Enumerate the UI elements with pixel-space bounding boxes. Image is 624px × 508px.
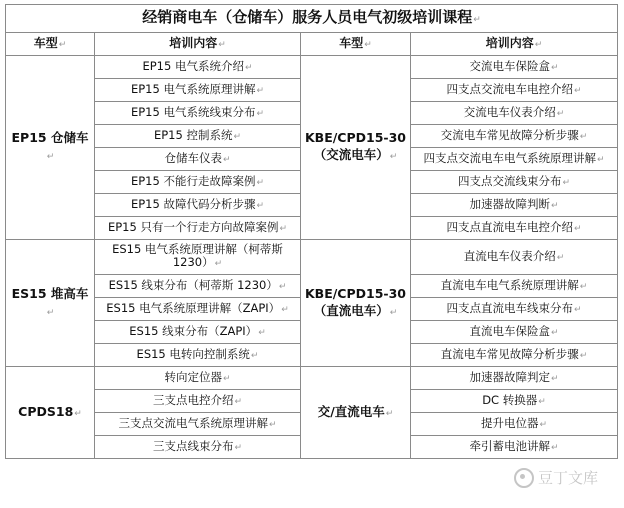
course-item-right: [411, 56, 618, 79]
course-item-right: [411, 344, 618, 367]
header-content-right: [411, 33, 618, 56]
return-mark: ↵: [256, 177, 265, 188]
course-item-right: [411, 240, 618, 275]
course-item-right: [411, 125, 618, 148]
course-item-text: ES15 电气系统原理讲解（ZAPI）: [106, 300, 281, 315]
header-content: [95, 33, 301, 56]
course-item: [95, 240, 301, 275]
course-item-text: 交流电车常见故障分析步骤: [440, 127, 579, 142]
course-item: [95, 79, 301, 102]
return-mark: ↵: [222, 154, 231, 165]
return-mark: ↵: [281, 304, 289, 315]
return-mark: ↵: [550, 327, 559, 338]
table-title-text: 经销商电车（仓储车）服务人员电气初级培训课程: [142, 7, 473, 26]
course-item-right: [411, 436, 618, 459]
vehicle-name: ES15 堆高车: [11, 285, 89, 301]
course-item: [95, 344, 301, 367]
return-mark: ↵: [268, 419, 277, 430]
course-item-text: 牵引蓄电池讲解: [469, 438, 550, 453]
course-item-text: 四支点交流电车电气系统原理讲解: [423, 150, 596, 165]
vehicle-name-line: （直流电车）: [313, 302, 389, 318]
course-item: [95, 298, 301, 321]
title-row: [6, 5, 618, 33]
return-mark: ↵: [579, 131, 588, 142]
return-mark: ↵: [244, 62, 253, 73]
course-item-text: 三支点电控介绍: [152, 392, 234, 407]
course-item: [95, 436, 301, 459]
course-item-right: [411, 298, 618, 321]
course-item-right: [411, 194, 618, 217]
return-mark: ↵: [573, 223, 582, 234]
return-mark: ↵: [596, 154, 605, 165]
course-item-text: EP15 不能行走故障案例: [130, 173, 256, 188]
vehicle-name-line: （交流电车）: [313, 147, 389, 162]
table-title: [6, 5, 618, 33]
return-mark: ↵: [279, 223, 288, 234]
return-mark: ↵: [385, 408, 394, 419]
table-row: [6, 367, 618, 390]
table-row: [6, 240, 618, 275]
course-item-right: [411, 102, 618, 125]
header-content-right-label: 培训内容: [485, 35, 534, 50]
course-item-text: DC 转换器: [482, 392, 538, 407]
vehicle-name-line: 交/直流电车: [317, 403, 385, 419]
course-item-text: 转向定位器: [164, 369, 222, 384]
course-item-text: ES15 电气系统原理讲解（柯蒂斯 1230）: [112, 242, 283, 269]
course-item: [95, 390, 301, 413]
vehicle-name-line: KBE/CPD15-30: [304, 285, 406, 301]
course-item-text: EP15 电气系统线束分布: [130, 104, 256, 119]
vehicle-name: CPDS18: [18, 403, 74, 419]
course-item-text: 交流电车仪表介绍: [463, 104, 556, 119]
return-mark: ↵: [46, 307, 55, 318]
header-row: [6, 33, 618, 56]
training-course-table: [5, 4, 618, 459]
course-item-text: 交流电车保险盒: [469, 58, 550, 73]
return-mark: ↵: [233, 131, 242, 142]
return-mark: ↵: [550, 373, 559, 384]
course-item-text: 四支点直流电车线束分布: [446, 300, 573, 315]
return-mark: ↵: [473, 14, 481, 25]
course-item: [95, 413, 301, 436]
course-item-text: EP15 电气系统原理讲解: [130, 81, 256, 96]
return-mark: ↵: [539, 419, 548, 430]
return-mark: ↵: [234, 442, 243, 453]
return-mark: ↵: [562, 177, 571, 188]
return-mark: ↵: [218, 39, 226, 50]
vehicle-name-line: KBE/CPD15-30: [304, 130, 406, 145]
return-mark: ↵: [258, 327, 266, 338]
vehicle-cell-right: [301, 240, 411, 367]
header-vehicle-type: [6, 33, 95, 56]
course-item-text: 三支点线束分布: [152, 438, 234, 453]
course-item-right: [411, 367, 618, 390]
course-item-text: EP15 控制系统: [153, 127, 233, 142]
course-item: [95, 171, 301, 194]
return-mark: ↵: [364, 39, 372, 50]
course-item: [95, 194, 301, 217]
vehicle-cell: [6, 367, 95, 459]
return-mark: ↵: [550, 442, 559, 453]
course-item-right: [411, 148, 618, 171]
vehicle-cell-right: [301, 367, 411, 459]
course-item-right: [411, 413, 618, 436]
course-item-text: ES15 线束分布（柯蒂斯 1230）: [108, 277, 278, 292]
header-vehicle-type-right-label: 车型: [339, 35, 364, 50]
header-vehicle-type-label: 车型: [33, 35, 58, 50]
table-row: [6, 56, 618, 79]
return-mark: ↵: [222, 373, 231, 384]
course-item-text: EP15 电气系统介绍: [142, 58, 244, 73]
return-mark: ↵: [556, 108, 565, 119]
return-mark: ↵: [573, 85, 582, 96]
watermark: [514, 467, 598, 489]
course-item-text: 提升电位器: [480, 415, 539, 430]
return-mark: ↵: [58, 39, 67, 50]
header-content-label: 培训内容: [169, 35, 218, 50]
course-item-right: [411, 79, 618, 102]
return-mark: ↵: [234, 396, 243, 407]
course-item-right: [411, 217, 618, 240]
course-item-text: ES15 电转向控制系统: [136, 346, 250, 361]
course-item-right: [411, 171, 618, 194]
return-mark: ↵: [573, 304, 582, 315]
course-item: [95, 125, 301, 148]
course-item: [95, 148, 301, 171]
return-mark: ↵: [46, 152, 55, 162]
header-vehicle-type-right: [301, 33, 411, 56]
course-item-right: [411, 390, 618, 413]
return-mark: ↵: [538, 396, 546, 407]
watermark-logo-icon: [514, 468, 534, 488]
return-mark: ↵: [256, 85, 265, 96]
course-item-text: EP15 只有一个行走方向故障案例: [107, 219, 279, 234]
course-item-text: EP15 故障代码分析步骤: [130, 196, 256, 211]
watermark-text: 豆丁文库: [537, 468, 598, 487]
vehicle-cell: [6, 56, 95, 240]
course-item-text: 四支点交流电车电控介绍: [446, 81, 573, 96]
course-item-text: 直流电车保险盒: [469, 323, 550, 338]
return-mark: ↵: [278, 281, 287, 292]
return-mark: ↵: [550, 62, 559, 73]
return-mark: ↵: [250, 350, 259, 361]
course-item-text: 直流电车常见故障分析步骤: [440, 346, 579, 361]
return-mark: ↵: [214, 259, 223, 269]
return-mark: ↵: [534, 39, 543, 50]
vehicle-cell: [6, 240, 95, 367]
course-item-text: 直流电车电气系统原理讲解: [440, 277, 579, 292]
course-item: [95, 321, 301, 344]
course-item-text: 直流电车仪表介绍: [463, 248, 556, 263]
course-item-text: 四支点交流线束分布: [457, 173, 562, 188]
course-item: [95, 367, 301, 390]
course-item-right: [411, 275, 618, 298]
course-item-text: 三支点交流电气系统原理讲解: [118, 415, 268, 430]
course-item: [95, 102, 301, 125]
vehicle-name: EP15 仓储车: [11, 130, 89, 145]
return-mark: ↵: [256, 200, 265, 211]
return-mark: ↵: [256, 108, 265, 119]
vehicle-cell-right: [301, 56, 411, 240]
return-mark: ↵: [579, 350, 588, 361]
course-item-text: 加速器故障判定: [469, 369, 550, 384]
course-item-right: [411, 321, 618, 344]
return-mark: ↵: [556, 252, 565, 263]
course-item: [95, 275, 301, 298]
return-mark: ↵: [74, 408, 82, 419]
course-item-text: 仓储车仪表: [164, 150, 222, 165]
return-mark: ↵: [550, 200, 559, 211]
course-item-text: 四支点直流电车电控介绍: [446, 219, 573, 234]
course-item-text: ES15 线束分布（ZAPI）: [129, 323, 258, 338]
course-item-text: 加速器故障判断: [469, 196, 550, 211]
course-item: [95, 217, 301, 240]
return-mark: ↵: [579, 281, 588, 292]
course-item: [95, 56, 301, 79]
return-mark: ↵: [389, 152, 398, 162]
return-mark: ↵: [389, 307, 398, 318]
